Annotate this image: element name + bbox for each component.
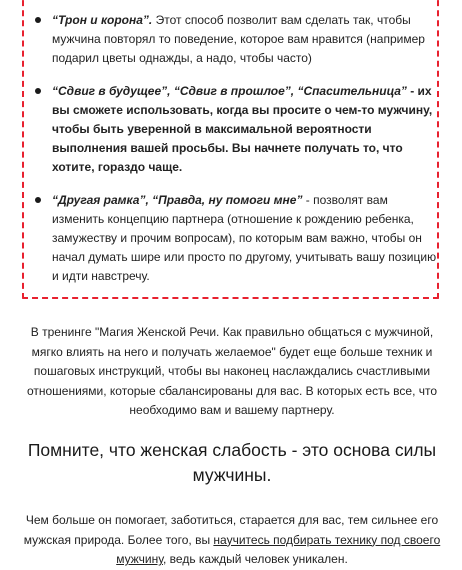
list-item	[31, 191, 441, 286]
techniques-list	[31, 11, 441, 300]
closing-paragraph	[14, 511, 450, 570]
bullet-icon	[35, 88, 41, 94]
technique-description: - их вы сможете использовать, когда вы просите о чем-то мужчину, чтобы быть уверенной в максимальной вероятности выполнения вашей просьбы. Вы начнете получать то, что хотите, гораздо чаще.	[52, 84, 433, 174]
list-item	[31, 11, 441, 68]
closing-text-end: , ведь каждый человек уникален.	[163, 552, 348, 566]
technique-name: “Сдвиг в будущее”, “Сдвиг в прошлое”, “Спасительница”	[52, 84, 407, 98]
training-paragraph: В тренинге "Магия Женской Речи. Как правильно общаться с мужчиной, мягко влиять на него и получать желаемое" будет еще больше техник и пошаговых инструкций, чтобы вы наконец наслаждались счастливыми отношениями, которые сбалансированы для вас. В которых есть все, что необходимо вам и вашему партнеру.	[26, 325, 438, 417]
list-item	[31, 82, 441, 177]
closing-text-start: Чем больше он помогает, заботиться, старается для вас, тем сильнее его мужская природа. Более того, вы	[23, 513, 439, 547]
technique-description: - позволят вам изменить концепцию партнера (отношение к рождению ребенка, замужеству и прочим вопросам), по которым вам важно, чтобы он начал думать шире или просто по другому, учитывать вашу позицию и идти навстречу.	[52, 193, 437, 283]
technique-name: “Другая рамка”, “Правда, ну помоги мне”	[52, 193, 303, 207]
technique-description: Этот способ позволит вам сделать так, чтобы мужчина повторял то поведение, которое вам нравится (например подарил цветы однажды, а надо, чтобы часто)	[52, 13, 425, 65]
bullet-icon	[35, 197, 41, 203]
underlined-phrase: научитесь подбирать технику под своего мужчину	[116, 532, 441, 566]
bullet-icon	[35, 17, 41, 23]
technique-name: “Трон и корона”.	[52, 13, 153, 27]
key-message-heading: Помните, что женская слабость - это основа силы мужчины.	[27, 440, 437, 485]
